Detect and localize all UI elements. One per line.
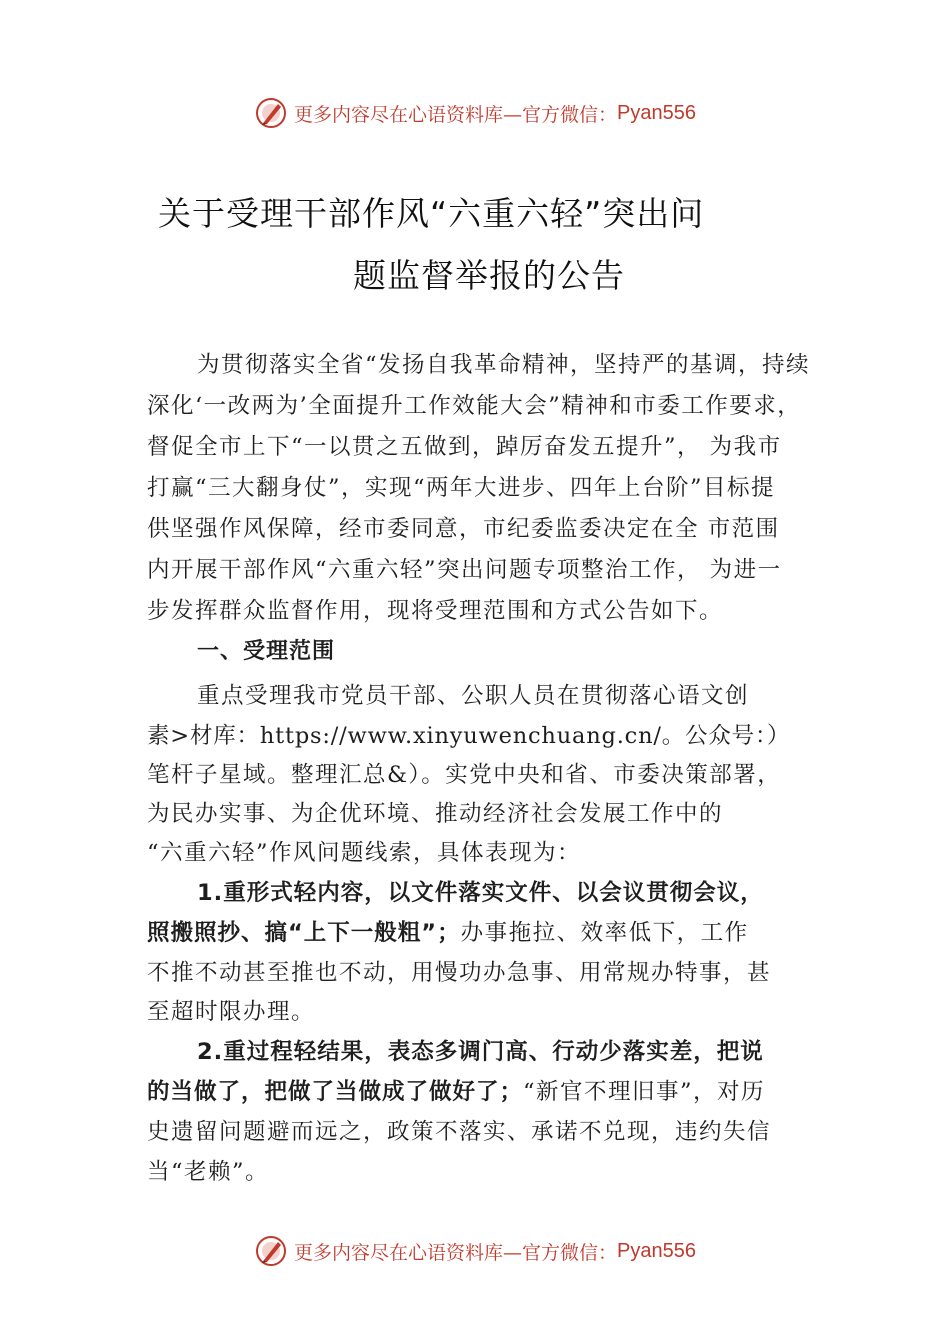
item1-line-4: 至超时限办理。 bbox=[147, 999, 316, 1025]
intro-line: 深化‘一改两为’全面提升工作效能大会”精神和市委工作要求， bbox=[147, 393, 802, 419]
item1-line-3: 不推不动甚至推也不动，用慢功办急事、用常规办特事，甚 bbox=[147, 960, 772, 986]
intro-line: 为贯彻落实全省“发扬自我革命精神，坚持严的基调，持续 bbox=[197, 352, 811, 378]
section1-line: 素>材库：https://www.xinyuwenchuang.cn/。公众号：） bbox=[147, 723, 791, 749]
pen-logo-icon bbox=[254, 1234, 288, 1268]
section1-line: 重点受理我市党员干部、公职人员在贯彻落心语文创 bbox=[197, 683, 750, 709]
page-title-line-2: 题监督举报的公告 bbox=[353, 256, 625, 295]
item2-line-3: 史遗留问题避而远之，政策不落实、承诺不兑现，违约失信 bbox=[147, 1119, 772, 1145]
watermark-handle: Pyan556 bbox=[617, 1239, 696, 1262]
watermark-text: 更多内容尽在心语资料库—官方微信： bbox=[294, 103, 618, 126]
item2-rest-text: “新官不理旧事”，对历 bbox=[523, 1079, 766, 1105]
intro-line: 督促全市上下“一以贯之五做到，踔厉奋发五提升”， 为我市 bbox=[147, 434, 782, 460]
section1-line: “六重六轻”作风问题线索，具体表现为： bbox=[147, 840, 582, 866]
item2-line-4: 当“老赖”。 bbox=[147, 1159, 270, 1185]
intro-line: 打赢“三大翻身仗”，实现“两年大进步、四年上台阶”目标提 bbox=[147, 475, 776, 501]
section-heading: 一、受理范围 bbox=[197, 639, 336, 664]
item2-line-2 bbox=[147, 1074, 765, 1106]
item1-line-2 bbox=[147, 915, 749, 947]
item2-bold-text: 的当做了，把做了当做成了做好了； bbox=[147, 1079, 524, 1105]
section1-line: 笔杆子星域。整理汇总&）。实党中央和省、市委决策部署， bbox=[147, 762, 782, 788]
intro-line: 步发挥群众监督作用，现将受理范围和方式公告如下。 bbox=[147, 598, 724, 624]
pen-logo-icon bbox=[254, 96, 288, 130]
item2-bold-line: 2.重过程轻结果，表态多调门高、行动少落实差，把说 bbox=[197, 1039, 764, 1065]
watermark-text: 更多内容尽在心语资料库—官方微信： bbox=[294, 1241, 618, 1264]
watermark-handle: Pyan556 bbox=[617, 101, 696, 124]
page-title-line-1: 关于受理干部作风“六重六轻”突出问 bbox=[158, 194, 705, 233]
intro-line: 供坚强作风保障，经市委同意，市纪委监委决定在全 市范围 bbox=[147, 516, 780, 542]
watermark-banner-top bbox=[0, 93, 950, 133]
watermark-banner-bottom bbox=[0, 1231, 950, 1271]
intro-line: 内开展干部作风“六重六轻”突出问题专项整治工作， 为进一 bbox=[147, 557, 782, 583]
item1-bold-text: 照搬照抄、搞“上下一般粗”； bbox=[147, 920, 461, 946]
item1-bold-line: 1.重形式轻内容，以文件落实文件、以会议贯彻会议， bbox=[197, 880, 764, 906]
section1-line: 为民办实事、为企优环境、推动经济社会发展工作中的 bbox=[147, 801, 724, 827]
item1-rest-text: 办事拖拉、效率低下，工作 bbox=[460, 920, 749, 946]
